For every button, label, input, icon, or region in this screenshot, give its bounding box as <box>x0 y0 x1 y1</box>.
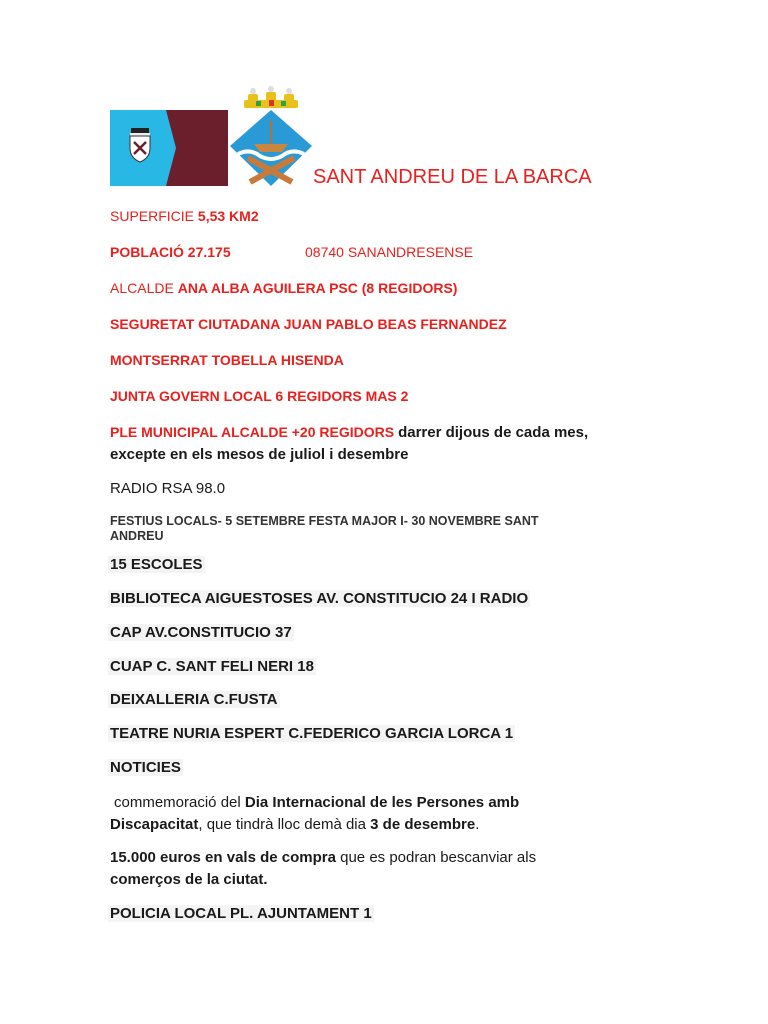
theatre-line: TEATRE NURIA ESPERT C.FEDERICO GARCIA LORCA 1 <box>110 725 514 742</box>
news-item-1-line-1 <box>114 794 519 811</box>
ple-schedule-1: darrer dijous de cada mes, <box>398 424 589 441</box>
news-text: , que tindrà lloc demà dia <box>198 816 371 833</box>
news-item-2-line-2: comerços de la ciutat. <box>110 871 268 888</box>
ple-label: PLE MUNICIPAL ALCALDE +20 REGIDORS <box>110 424 395 440</box>
news-heading: NOTICIES <box>110 759 181 776</box>
festivals-line-2: ANDREU <box>110 529 164 543</box>
news-emphasis: Discapacitat <box>110 816 199 833</box>
news-text: commemoració del <box>114 794 245 811</box>
surface-value: 5,53 KM2 <box>197 208 259 224</box>
schools-line: 15 ESCOLES <box>110 556 203 573</box>
mayor-line <box>110 280 457 296</box>
security-line: SEGURETAT CIUTADANA JUAN PABLO BEAS FERNANDEZ <box>110 316 507 332</box>
news-text: . <box>475 816 480 833</box>
news-item-1-line-2 <box>110 816 479 833</box>
recycling-line: DEIXALLERIA C.FUSTA <box>110 691 278 708</box>
population: POBLACIÓ 27.175 <box>110 244 231 260</box>
treasury-line: MONTSERRAT TOBELLA HISENDA <box>110 352 344 368</box>
surface-line <box>110 208 259 224</box>
news-item-2-line-1 <box>110 849 536 866</box>
news-text: que es podran bescanviar als <box>335 849 537 866</box>
news-emphasis: 3 de desembre <box>370 816 476 833</box>
cuap-line: CUAP C. SANT FELI NERI 18 <box>110 658 314 675</box>
police-line: POLICIA LOCAL PL. AJUNTAMENT 1 <box>110 905 372 922</box>
news-emphasis: 15.000 euros en vals de compra <box>110 849 336 866</box>
mayor-value: ANA ALBA AGUILERA PSC (8 REGIDORS) <box>177 280 458 296</box>
municipal-flag-icon <box>110 110 228 186</box>
surface-label: SUPERFICIE <box>110 208 195 224</box>
ple-line <box>110 424 588 442</box>
festivals-line-1: FESTIUS LOCALS- 5 SETEMBRE FESTA MAJOR I- 30 NOVEMBRE SANT <box>110 514 539 528</box>
library-line: BIBLIOTECA AIGUESTOSES AV. CONSTITUCIO 24 I RADIO <box>110 590 529 607</box>
ple-schedule-2: excepte en els mesos de juliol i desembre <box>110 446 409 463</box>
mayor-label: ALCALDE <box>110 280 174 296</box>
postcode-demonym: 08740 SANANDRESENSE <box>305 244 474 260</box>
junta-line: JUNTA GOVERN LOCAL 6 REGIDORS MAS 2 <box>110 388 409 404</box>
radio-line: RADIO RSA 98.0 <box>110 480 226 497</box>
coat-of-arms-icon <box>226 86 316 186</box>
news-emphasis: Dia Internacional de les Persones amb <box>244 794 520 811</box>
cap-line: CAP AV.CONSTITUCIO 37 <box>110 624 292 641</box>
page-title: SANT ANDREU DE LA BARCA <box>313 166 592 188</box>
